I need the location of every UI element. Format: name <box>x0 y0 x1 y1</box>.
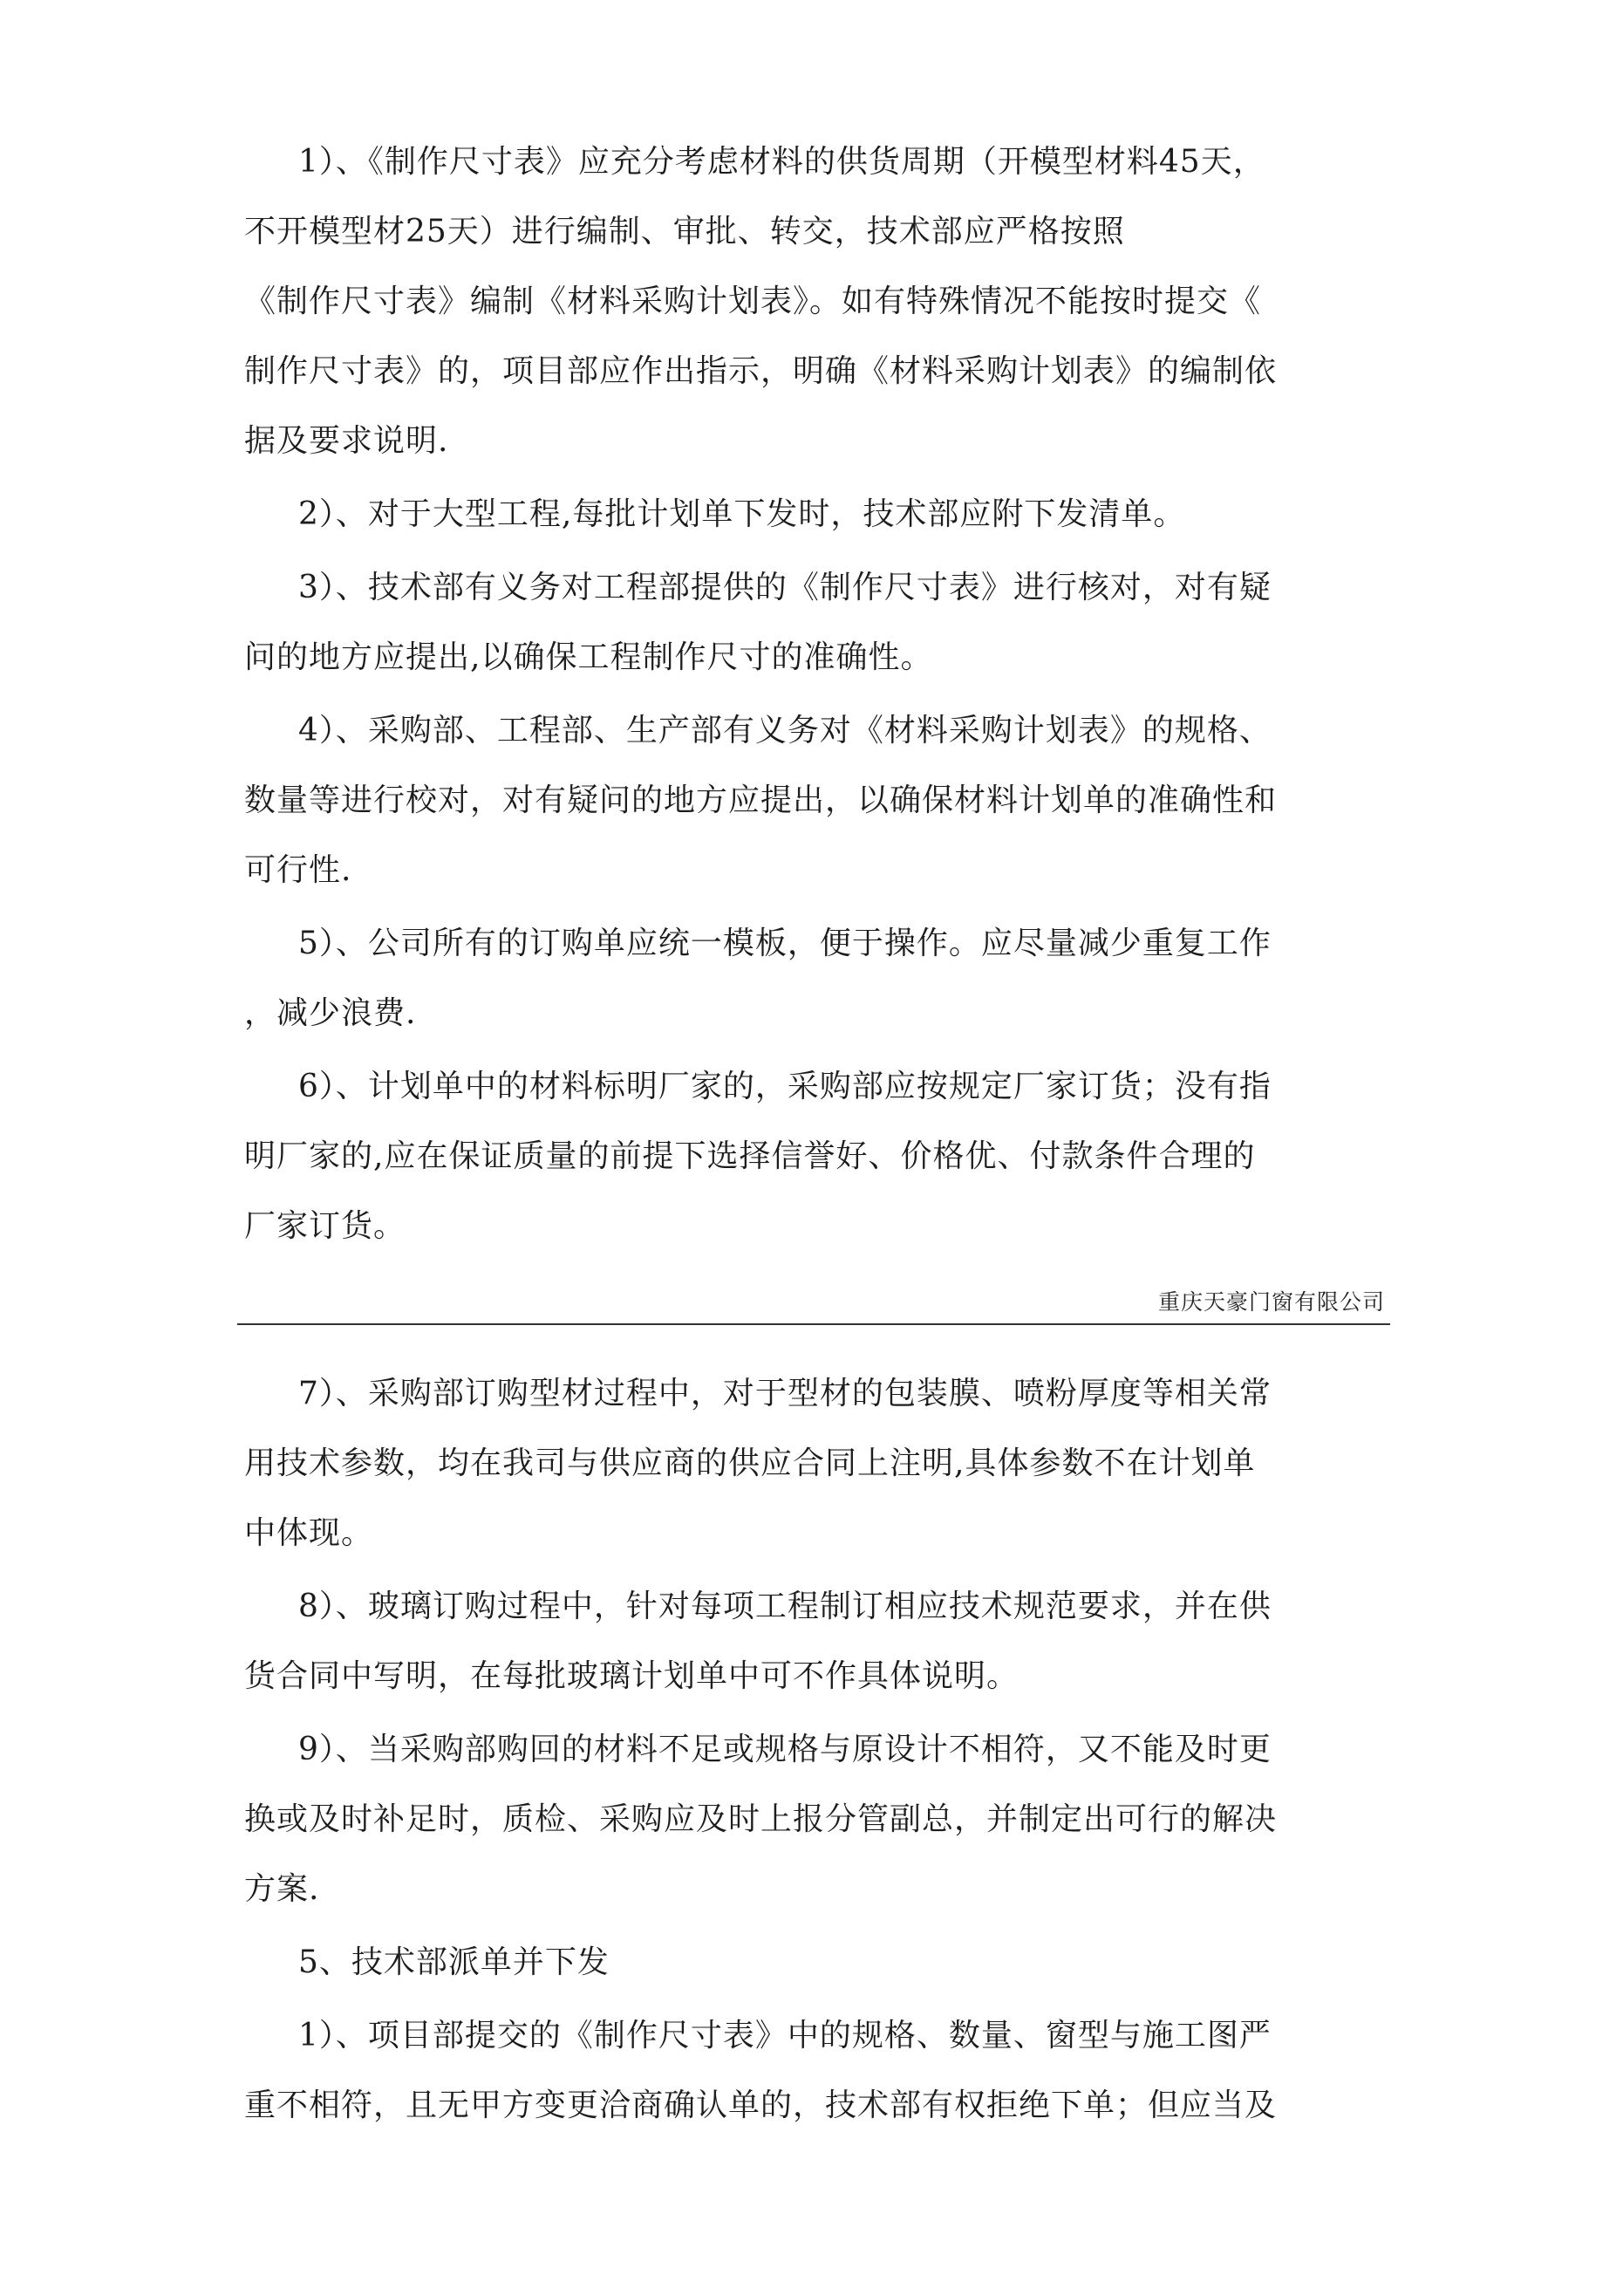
text-line: 5）、公司所有的订购单应统一模板，便于操作。应尽量减少重复工作 <box>298 926 1272 961</box>
text-line: 不开模型材25天）进行编制、审批、转交，技术部应严格按照 <box>244 214 1125 249</box>
text-line: 重不相符，且无甲方变更洽商确认单的，技术部有权拒绝下单；但应当及 <box>244 2088 1278 2123</box>
text-line: 数量等进行校对，对有疑问的地方应提出，以确保材料计划单的准确性和 <box>244 782 1278 818</box>
body-text-bottom <box>244 1359 1387 2141</box>
text-line: 6）、计划单中的材料标明厂家的，采购部应按规定厂家订货；没有指 <box>298 1069 1272 1104</box>
text-line: 1）、项目部提交的《制作尺寸表》中的规格、数量、窗型与施工图严 <box>298 2018 1272 2053</box>
text-line: 货合同中写明，在每批玻璃计划单中可不作具体说明。 <box>244 1658 1019 1694</box>
paragraph-6 <box>244 1052 1387 1261</box>
text-line: 1）、《制作尺寸表》应充分考虑材料的供货周期（开模型材料45天， <box>298 144 1265 180</box>
section-heading-text: 5、技术部派单并下发 <box>298 1944 610 1980</box>
text-line: 据及要求说明. <box>244 423 449 459</box>
text-line: 中体现。 <box>244 1515 374 1551</box>
text-line: 4）、采购部、工程部、生产部有义务对《材料采购计划表》的规格、 <box>298 713 1272 748</box>
text-line: 方案. <box>244 1871 320 1907</box>
paragraph-4 <box>244 696 1387 905</box>
paragraph-7 <box>244 1359 1387 1568</box>
text-line: 8）、玻璃订购过程中，针对每项工程制订相应技术规范要求，并在供 <box>298 1589 1272 1624</box>
text-line: 《制作尺寸表》编制《材料采购计划表》。如有特殊情况不能按时提交《 <box>244 284 1262 319</box>
text-line: 制作尺寸表》的，项目部应作出指示，明确《材料采购计划表》的编制依 <box>244 353 1278 389</box>
text-line: 9）、当采购部购回的材料不足或规格与原设计不相符，又不能及时更 <box>298 1732 1272 1767</box>
text-line: 7）、采购部订购型材过程中，对于型材的包装膜、喷粉厚度等相关常 <box>298 1376 1272 1411</box>
paragraph-8 <box>244 1572 1387 1712</box>
text-line: 可行性. <box>244 852 352 888</box>
section-heading <box>244 1928 1387 1998</box>
text-line: 2）、对于大型工程,每批计划单下发时，技术部应附下发清单。 <box>298 496 1186 532</box>
paragraph-1 <box>244 127 1387 476</box>
paragraph-3 <box>244 553 1387 693</box>
paragraph-2 <box>244 480 1387 550</box>
text-line: 问的地方应提出,以确保工程制作尺寸的准确性。 <box>244 639 933 675</box>
footer-company-name: 重庆天豪门窗有限公司 <box>1157 1289 1385 1315</box>
text-line: 3）、技术部有义务对工程部提供的《制作尺寸表》进行核对，对有疑 <box>298 570 1272 605</box>
text-line: 换或及时补足时，质检、采购应及时上报分管副总，并制定出可行的解决 <box>244 1801 1278 1837</box>
text-line: 明厂家的,应在保证质量的前提下选择信誉好、价格优、付款条件合理的 <box>244 1138 1256 1174</box>
text-line: 用技术参数，均在我司与供应商的供应合同上注明,具体参数不在计划单 <box>244 1445 1256 1481</box>
page-footer <box>237 1287 1390 1325</box>
text-line: ，减少浪费. <box>244 995 417 1031</box>
paragraph-5 <box>244 909 1387 1049</box>
paragraph-10 <box>244 2001 1387 2141</box>
body-text-top <box>244 127 1387 1261</box>
text-line: 厂家订货。 <box>244 1208 406 1244</box>
paragraph-9 <box>244 1715 1387 1924</box>
